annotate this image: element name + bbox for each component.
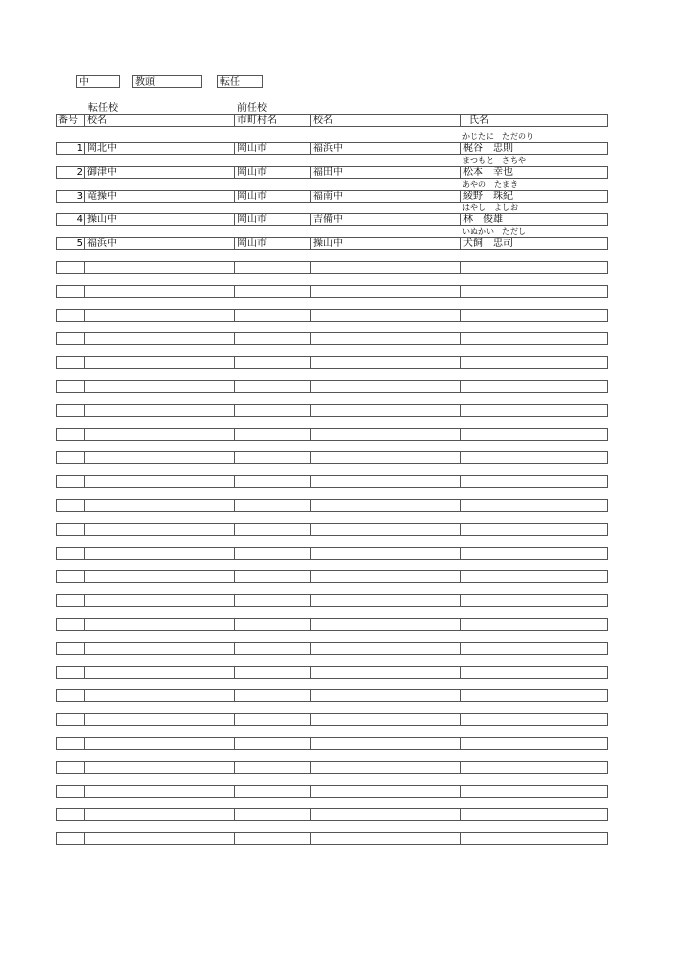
row-prev-school bbox=[311, 690, 461, 701]
row-school bbox=[85, 809, 235, 820]
table-row bbox=[56, 190, 608, 203]
column-header-prev-school: 校名 bbox=[311, 115, 461, 126]
row-furigana: かじたに ただのり bbox=[462, 132, 534, 141]
row-number bbox=[57, 643, 85, 654]
row-school: 竜操中 bbox=[85, 191, 235, 202]
row-school bbox=[85, 595, 235, 606]
row-number: 5 bbox=[57, 238, 85, 249]
table-row bbox=[56, 523, 608, 536]
table-row bbox=[56, 213, 608, 226]
row-name bbox=[461, 595, 607, 606]
row-school bbox=[85, 310, 235, 321]
row-name bbox=[461, 809, 607, 820]
row-prev-school bbox=[311, 310, 461, 321]
row-furigana: いぬかい ただし bbox=[462, 227, 526, 236]
row-prev-school bbox=[311, 619, 461, 630]
row-city bbox=[235, 333, 311, 344]
row-prev-school bbox=[311, 571, 461, 582]
table-row bbox=[56, 499, 608, 512]
row-school bbox=[85, 619, 235, 630]
previous-school-group-label: 前任校 bbox=[237, 103, 267, 114]
row-name bbox=[461, 762, 607, 773]
row-school bbox=[85, 786, 235, 797]
row-number bbox=[57, 595, 85, 606]
row-number bbox=[57, 286, 85, 297]
row-number bbox=[57, 571, 85, 582]
row-school bbox=[85, 643, 235, 654]
row-number bbox=[57, 809, 85, 820]
table-row bbox=[56, 451, 608, 464]
row-city bbox=[235, 619, 311, 630]
row-city bbox=[235, 714, 311, 725]
table-row bbox=[56, 618, 608, 631]
row-prev-school bbox=[311, 786, 461, 797]
row-number: 4 bbox=[57, 214, 85, 225]
row-number bbox=[57, 381, 85, 392]
row-prev-school: 福南中 bbox=[311, 191, 461, 202]
row-prev-school bbox=[311, 643, 461, 654]
table-row bbox=[56, 785, 608, 798]
row-furigana: あやの たまき bbox=[462, 180, 518, 189]
row-city bbox=[235, 595, 311, 606]
row-school bbox=[85, 548, 235, 559]
row-name bbox=[461, 571, 607, 582]
row-school: 福浜中 bbox=[85, 238, 235, 249]
row-name: 綾野 珠紀 bbox=[463, 191, 513, 202]
row-prev-school bbox=[311, 524, 461, 535]
row-city bbox=[235, 690, 311, 701]
table-row bbox=[56, 689, 608, 702]
row-prev-school bbox=[311, 667, 461, 678]
table-row bbox=[56, 237, 608, 250]
table-row bbox=[56, 737, 608, 750]
row-number bbox=[57, 714, 85, 725]
row-city bbox=[235, 762, 311, 773]
transfer-type-field: 転任 bbox=[217, 75, 263, 88]
row-school bbox=[85, 452, 235, 463]
row-school bbox=[85, 262, 235, 273]
row-school bbox=[85, 690, 235, 701]
row-name bbox=[461, 452, 607, 463]
row-city bbox=[235, 286, 311, 297]
row-prev-school bbox=[311, 714, 461, 725]
row-school bbox=[85, 667, 235, 678]
row-city bbox=[235, 786, 311, 797]
row-city bbox=[235, 381, 311, 392]
row-prev-school: 福田中 bbox=[311, 167, 461, 178]
row-number bbox=[57, 762, 85, 773]
row-number bbox=[57, 357, 85, 368]
row-city bbox=[235, 571, 311, 582]
row-number bbox=[57, 786, 85, 797]
table-row bbox=[56, 404, 608, 417]
row-name bbox=[461, 667, 607, 678]
row-number: 3 bbox=[57, 191, 85, 202]
column-header-number: 番号 bbox=[57, 115, 85, 126]
row-name bbox=[461, 548, 607, 559]
row-city bbox=[235, 548, 311, 559]
row-prev-school bbox=[311, 286, 461, 297]
row-school bbox=[85, 381, 235, 392]
row-city: 岡山市 bbox=[235, 191, 311, 202]
row-prev-school bbox=[311, 595, 461, 606]
row-name bbox=[461, 381, 607, 392]
row-name bbox=[461, 690, 607, 701]
row-name bbox=[461, 500, 607, 511]
row-name bbox=[461, 524, 607, 535]
row-prev-school bbox=[311, 405, 461, 416]
table-row bbox=[56, 570, 608, 583]
row-city bbox=[235, 310, 311, 321]
row-city bbox=[235, 809, 311, 820]
row-school: 御津中 bbox=[85, 167, 235, 178]
row-school bbox=[85, 833, 235, 844]
table-row bbox=[56, 356, 608, 369]
table-row bbox=[56, 761, 608, 774]
table-row bbox=[56, 332, 608, 345]
row-school: 岡北中 bbox=[85, 143, 235, 154]
row-number bbox=[57, 500, 85, 511]
table-row bbox=[56, 142, 608, 155]
table-row bbox=[56, 713, 608, 726]
row-number bbox=[57, 548, 85, 559]
row-school bbox=[85, 333, 235, 344]
row-name: 梶谷 忠則 bbox=[463, 143, 513, 154]
column-header-row bbox=[56, 114, 608, 127]
row-number bbox=[57, 833, 85, 844]
row-name bbox=[461, 286, 607, 297]
row-school: 操山中 bbox=[85, 214, 235, 225]
row-prev-school bbox=[311, 809, 461, 820]
row-name: 林 俊雄 bbox=[463, 214, 503, 225]
table-row bbox=[56, 309, 608, 322]
row-name bbox=[461, 333, 607, 344]
row-city: 岡山市 bbox=[235, 238, 311, 249]
row-name bbox=[461, 476, 607, 487]
row-number bbox=[57, 738, 85, 749]
row-number bbox=[57, 310, 85, 321]
row-prev-school: 福浜中 bbox=[311, 143, 461, 154]
row-city bbox=[235, 667, 311, 678]
row-city bbox=[235, 643, 311, 654]
row-number bbox=[57, 524, 85, 535]
row-number bbox=[57, 667, 85, 678]
row-number bbox=[57, 452, 85, 463]
table-row bbox=[56, 261, 608, 274]
row-prev-school bbox=[311, 500, 461, 511]
row-school bbox=[85, 571, 235, 582]
row-number bbox=[57, 262, 85, 273]
row-prev-school: 吉備中 bbox=[311, 214, 461, 225]
row-name bbox=[461, 357, 607, 368]
row-city bbox=[235, 429, 311, 440]
row-school bbox=[85, 524, 235, 535]
row-city bbox=[235, 500, 311, 511]
row-name bbox=[461, 738, 607, 749]
row-city: 岡山市 bbox=[235, 167, 311, 178]
row-name: 犬飼 忠司 bbox=[463, 238, 513, 249]
row-name bbox=[461, 643, 607, 654]
new-school-group-label: 転任校 bbox=[88, 103, 118, 114]
row-number bbox=[57, 429, 85, 440]
row-school bbox=[85, 714, 235, 725]
table-row bbox=[56, 594, 608, 607]
row-prev-school bbox=[311, 476, 461, 487]
row-number bbox=[57, 405, 85, 416]
row-number bbox=[57, 476, 85, 487]
column-header-school: 校名 bbox=[85, 115, 235, 126]
row-furigana: まつもと さちや bbox=[462, 156, 526, 165]
row-name bbox=[461, 714, 607, 725]
row-furigana: はやし よしお bbox=[462, 203, 518, 212]
row-name bbox=[461, 405, 607, 416]
row-city bbox=[235, 262, 311, 273]
table-row bbox=[56, 642, 608, 655]
table-row bbox=[56, 666, 608, 679]
row-city bbox=[235, 524, 311, 535]
row-prev-school bbox=[311, 452, 461, 463]
row-school bbox=[85, 476, 235, 487]
position-field: 教頭 bbox=[132, 75, 202, 88]
row-city bbox=[235, 833, 311, 844]
row-prev-school bbox=[311, 262, 461, 273]
row-city: 岡山市 bbox=[235, 143, 311, 154]
row-prev-school: 操山中 bbox=[311, 238, 461, 249]
table-row bbox=[56, 428, 608, 441]
row-city bbox=[235, 405, 311, 416]
table-row bbox=[56, 166, 608, 179]
row-school bbox=[85, 762, 235, 773]
row-prev-school bbox=[311, 381, 461, 392]
row-number: 1 bbox=[57, 143, 85, 154]
row-city: 岡山市 bbox=[235, 214, 311, 225]
row-name bbox=[461, 429, 607, 440]
row-prev-school bbox=[311, 833, 461, 844]
row-school bbox=[85, 405, 235, 416]
row-city bbox=[235, 452, 311, 463]
row-name bbox=[461, 786, 607, 797]
column-header-name: 氏名 bbox=[469, 115, 489, 126]
row-name bbox=[461, 310, 607, 321]
column-header-city: 市町村名 bbox=[235, 115, 311, 126]
table-row bbox=[56, 380, 608, 393]
row-city bbox=[235, 738, 311, 749]
row-school bbox=[85, 286, 235, 297]
row-city bbox=[235, 357, 311, 368]
row-prev-school bbox=[311, 762, 461, 773]
row-school bbox=[85, 500, 235, 511]
row-school bbox=[85, 738, 235, 749]
school-level-field: 中 bbox=[76, 75, 120, 88]
row-school bbox=[85, 357, 235, 368]
row-prev-school bbox=[311, 333, 461, 344]
row-number bbox=[57, 333, 85, 344]
row-school bbox=[85, 429, 235, 440]
row-prev-school bbox=[311, 548, 461, 559]
row-prev-school bbox=[311, 738, 461, 749]
row-number: 2 bbox=[57, 167, 85, 178]
row-name: 松本 幸也 bbox=[463, 167, 513, 178]
row-name bbox=[461, 619, 607, 630]
table-row bbox=[56, 285, 608, 298]
row-prev-school bbox=[311, 429, 461, 440]
table-row bbox=[56, 475, 608, 488]
row-city bbox=[235, 476, 311, 487]
table-row bbox=[56, 832, 608, 845]
row-number bbox=[57, 619, 85, 630]
row-prev-school bbox=[311, 357, 461, 368]
table-row bbox=[56, 808, 608, 821]
row-name bbox=[461, 833, 607, 844]
row-number bbox=[57, 690, 85, 701]
table-row bbox=[56, 547, 608, 560]
row-name bbox=[461, 262, 607, 273]
